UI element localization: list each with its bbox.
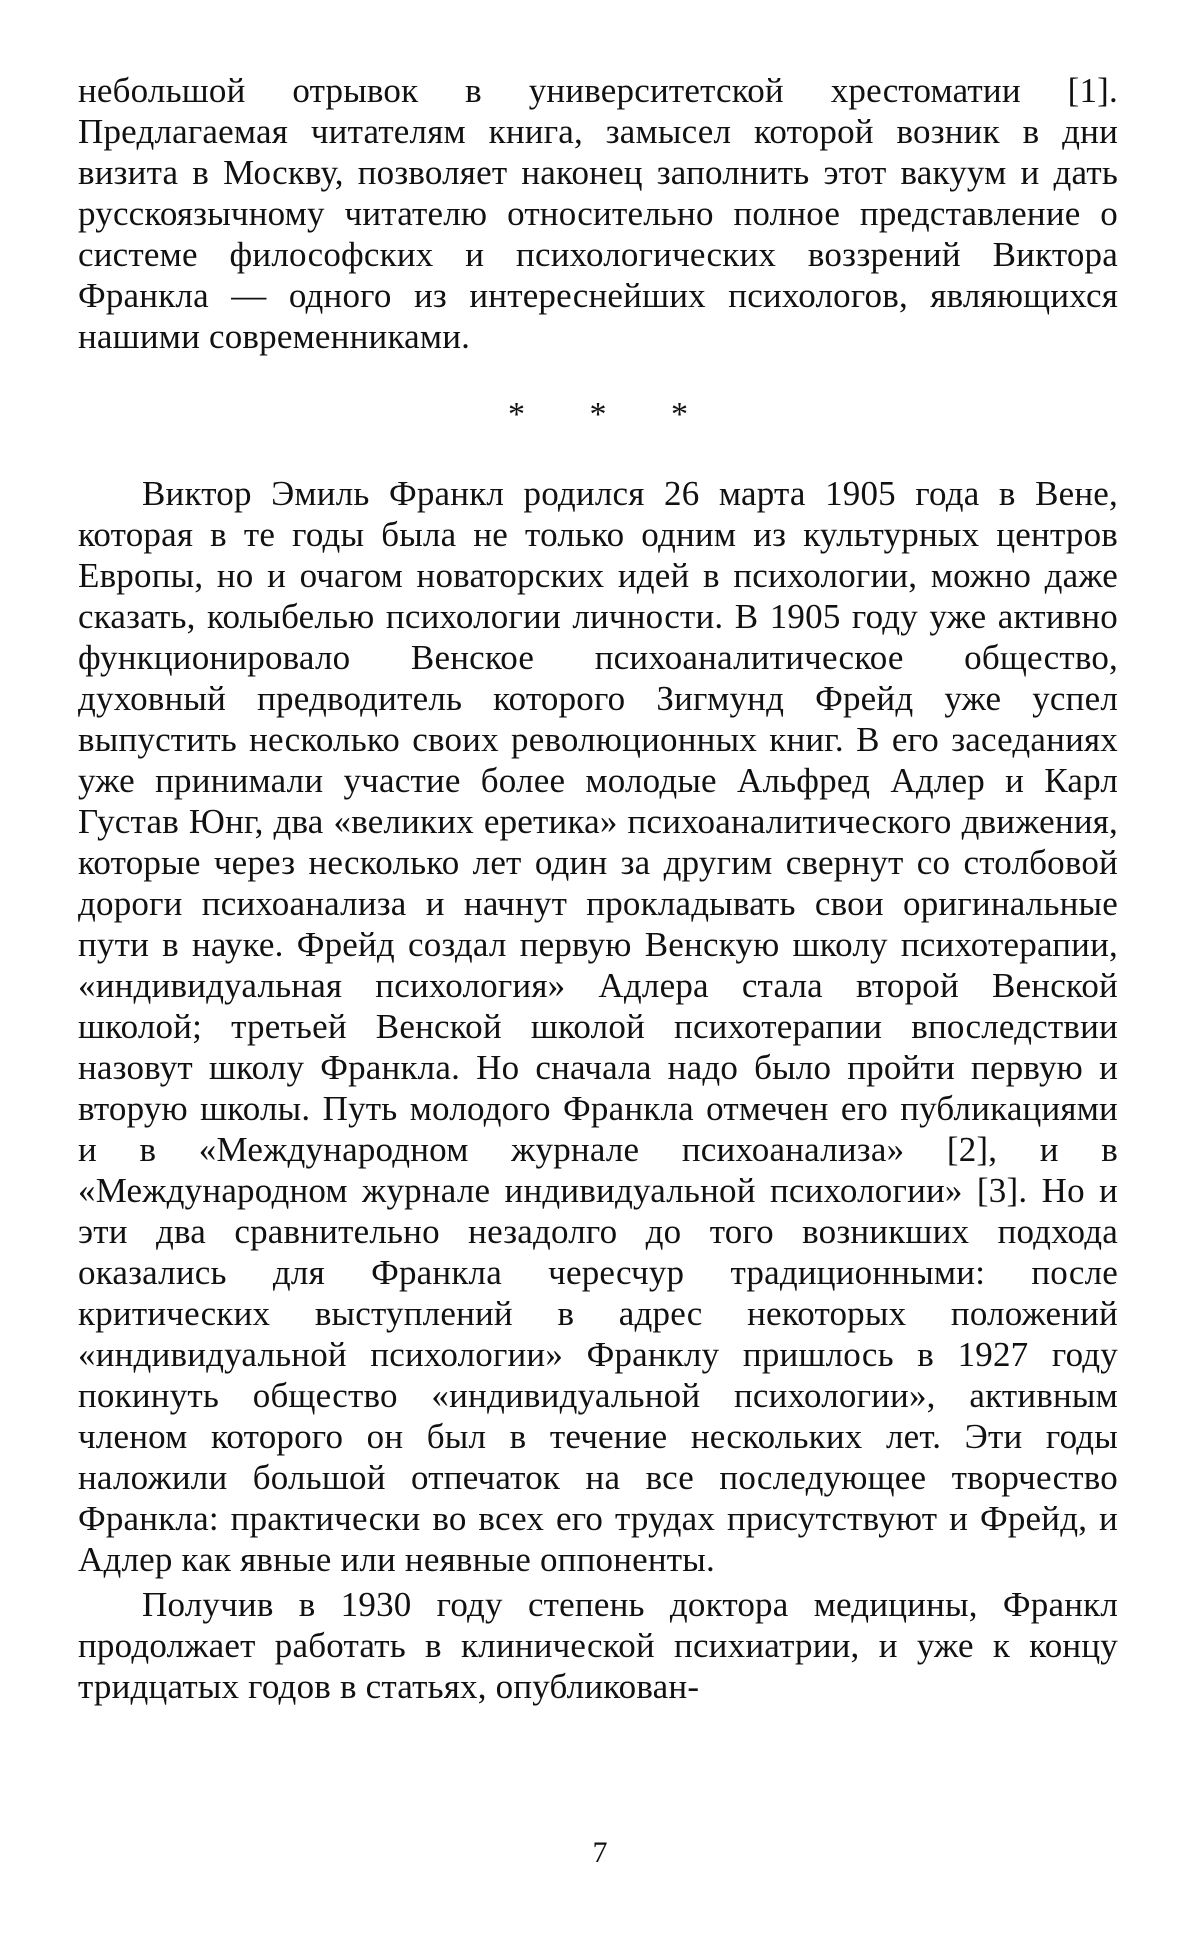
paragraph-frankl-biography: Виктор Эмиль Франкл родился 26 марта 1905 года в Вене, которая в те годы была не только одним из культурных центров Европы, но и очагом новаторских идей в психологии, можно даже сказать, колыбелью психологии личности. В 1905 году уже активно функционировало Венское психоаналитическое общество, духовный предводитель которого Зигмунд Фрейд уже успел выпустить несколько своих революционных книг. В его заседаниях уже принимали участие более молодые Альфред Адлер и Карл Густав Юнг, два «великих еретика» психоаналитического движения, которые через несколько лет один за другим свернут со столбовой дороги психоанализа и начнут прокладывать свои оригинальные пути в науке. Фрейд создал первую Венскую школу психотерапии, «индивидуальная психология» Адлера стала второй Венской школой; третьей Венской школой психотерапии впоследствии назовут школу Франкла. Но сначала надо было пройти первую и вторую школы. Путь молодого Франкла отмечен его публикациями и в «Международном журнале психоанализа» [2], и в «Международном журнале индивидуальной психологии» [3]. Но и эти два сравнительно незадолго до того возникших подхода оказались для Франкла чересчур традиционными: после критических выступлений в адрес некоторых положений «индивидуальной психологии» Франклу пришлось в 1927 году покинуть общество «индивидуальной психологии», активным членом которого он был в течение нескольких лет. Эти годы наложили большой отпечаток на все последующее творчество Франкла: практически во всех его трудах присутствуют и Фрейд, и Адлер как явные или неявные оппоненты.: [78, 474, 1118, 1579]
page-body: [78, 70, 1118, 1707]
paragraph-doctorate: Получив в 1930 году степень доктора медицины, Франкл продолжает работать в клинической психиатрии, и уже к концу тридцатых годов в статьях, опубликован-: [78, 1585, 1118, 1706]
page-number: 7: [592, 1836, 608, 1869]
section-separator: * * *: [508, 396, 716, 433]
paragraph-intro-continuation: небольшой отрывок в университетской хрестоматии [1]. Предлагаемая читателям книга, замысел которой возник в дни визита в Москву, позволяет наконец заполнить этот вакуум и дать русскоязычному читателю относительно полное представление о системе философских и психологических воззрений Виктора Франкла — одного из интереснейших психологов, являющихся нашими современниками.: [78, 71, 1118, 356]
